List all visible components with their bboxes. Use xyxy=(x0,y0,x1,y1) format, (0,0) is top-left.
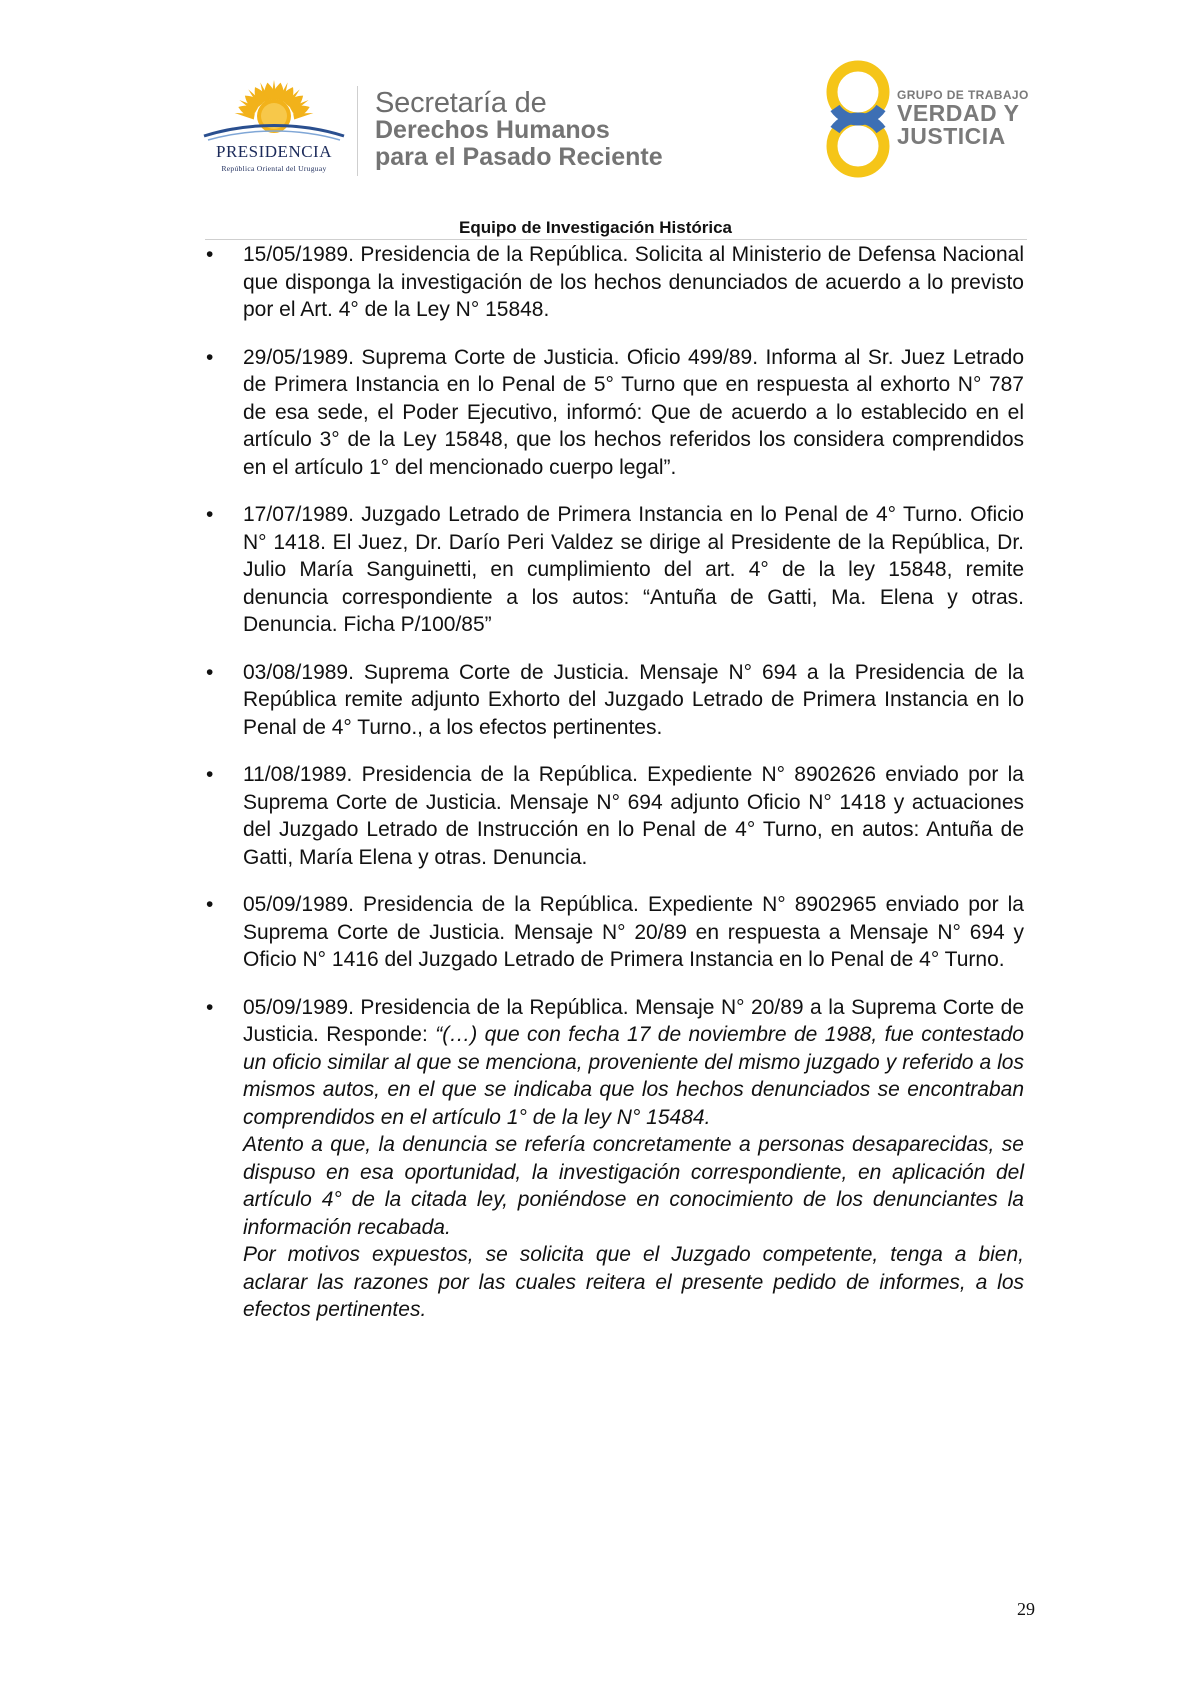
entry-lead: 05/09/1989. Presidencia de la República. Mensaje N° 20/89 a la Suprema Corte de Justicia. Responde: xyxy=(243,995,1024,1046)
entry-text: 11/08/1989. Presidencia de la República. Expediente N° 8902626 enviado por la Suprema Corte de Justicia. Mensaje N° 694 adjunto Oficio N° 1418 y actuaciones del Juzgado Letrado de Instrucción en lo Penal de 4° Turno, en autos: Antuña de Gatti, María Elena y otras. Denuncia. xyxy=(243,763,1024,869)
entry-quote: “(…) que con fecha 17 de noviembre de 1988, fue contestado un oficio similar al que se menciona, proveniente del mismo juzgado y referido a los mismos autos, en el que se indicaba que los hechos denunciados se encontraban comprendidos en el artículo 1° de la ley N° 15484. xyxy=(243,1023,1024,1129)
grupo-big1: VERDAD Y xyxy=(897,100,1020,126)
document-body xyxy=(206,241,1024,1344)
presidencia-name: PRESIDENCIA xyxy=(215,142,332,161)
presidencia-subtitle: República Oriental del Uruguay xyxy=(221,164,327,173)
sun-emblem-icon xyxy=(198,78,350,142)
bullet: • xyxy=(206,995,214,1019)
secretaria-line3: para el Pasado Reciente xyxy=(375,143,663,171)
logo-divider xyxy=(357,86,358,176)
bullet: • xyxy=(206,243,214,266)
team-title: Equipo de Investigación Histórica xyxy=(459,218,732,237)
list-item xyxy=(206,501,1024,639)
bullet: • xyxy=(206,763,214,786)
bullet: • xyxy=(206,893,214,916)
entry-text xyxy=(243,994,1024,1132)
verdad-justicia-logo-text xyxy=(897,88,1029,148)
entry-text: 17/07/1989. Juzgado Letrado de Primera Instancia en lo Penal de 4° Turno. Oficio N° 1418. El Juez, Dr. Darío Peri Valdez se dirige al Presidente de la República, Dr. Julio María Sanguinetti, en cumplimiento del art. 4° de la ley 15848, remite denuncia correspondiente a los autos: “Antuña de Gatti, Ma. Elena y otras. Denuncia. Ficha P/100/85” xyxy=(243,503,1024,636)
secretaria-line1: Secretaría de xyxy=(375,87,547,119)
verdad-justicia-rings-icon xyxy=(822,58,894,180)
grupo-small: GRUPO DE TRABAJO xyxy=(897,88,1029,102)
bullet: • xyxy=(206,503,214,526)
list-item xyxy=(206,241,1024,324)
secretaria-line2: Derechos Humanos xyxy=(375,116,610,144)
quote-paragraph-2: Atento a que, la denuncia se refería concretamente a personas desaparecidas, se dispuso en esa oportunidad, la investigación correspondiente, en aplicación del artículo 4° de la citada ley, poniéndose en conocimiento de los denunciantes la información recabada. xyxy=(243,1133,1024,1239)
entry-text: 03/08/1989. Suprema Corte de Justicia. Mensaje N° 694 a la Presidencia de la República remite adjunto Exhorto del Juzgado Letrado de Primera Instancia en lo Penal de 4° Turno., a los efectos pertinentes. xyxy=(243,660,1024,739)
list-item xyxy=(206,659,1024,742)
grupo-big2: JUSTICIA xyxy=(897,123,1006,149)
secretaria-logo-text xyxy=(375,87,663,171)
entry-text: 05/09/1989. Presidencia de la República. Expediente N° 8902965 enviado por la Suprema Corte de Justicia. Mensaje N° 20/89 en respuesta a Mensaje N° 694 y Oficio N° 1416 del Juzgado Letrado de Primera Instancia en lo Penal de 4° Turno. xyxy=(243,893,1024,971)
list-item xyxy=(206,994,1024,1324)
list-item xyxy=(206,761,1024,871)
list-item xyxy=(206,344,1024,482)
header-rule xyxy=(205,239,1027,240)
bullet: • xyxy=(206,345,214,369)
entry-text: 29/05/1989. Suprema Corte de Justicia. Oficio 499/89. Informa al Sr. Juez Letrado de Primera Instancia en lo Penal de 5° Turno que en respuesta al exhorto N° 787 de esa sede, el Poder Ejecutivo, informó: Que de acuerdo a lo establecido en el artículo 3° de la Ley 15848, que los hechos referidos los considera comprendidos en el artículo 1° del mencionado cuerpo legal”. xyxy=(243,345,1024,479)
entry-text: 15/05/1989. Presidencia de la República. Solicita al Ministerio de Defensa Nacional que disponga la investigación de los hechos denunciados de acuerdo a lo previsto por el Art. 4° de la Ley N° 15848. xyxy=(243,243,1024,321)
page-header xyxy=(0,0,1191,250)
presidencia-logo xyxy=(198,78,350,178)
quote-paragraph-3: Por motivos expuestos, se solicita que el Juzgado competente, tenga a bien, aclarar las razones por las cuales reitera el presente pedido de informes, a los efectos pertinentes. xyxy=(243,1243,1024,1321)
page-number: 29 xyxy=(1017,1599,1035,1619)
list-item xyxy=(206,891,1024,974)
bullet: • xyxy=(206,660,214,684)
